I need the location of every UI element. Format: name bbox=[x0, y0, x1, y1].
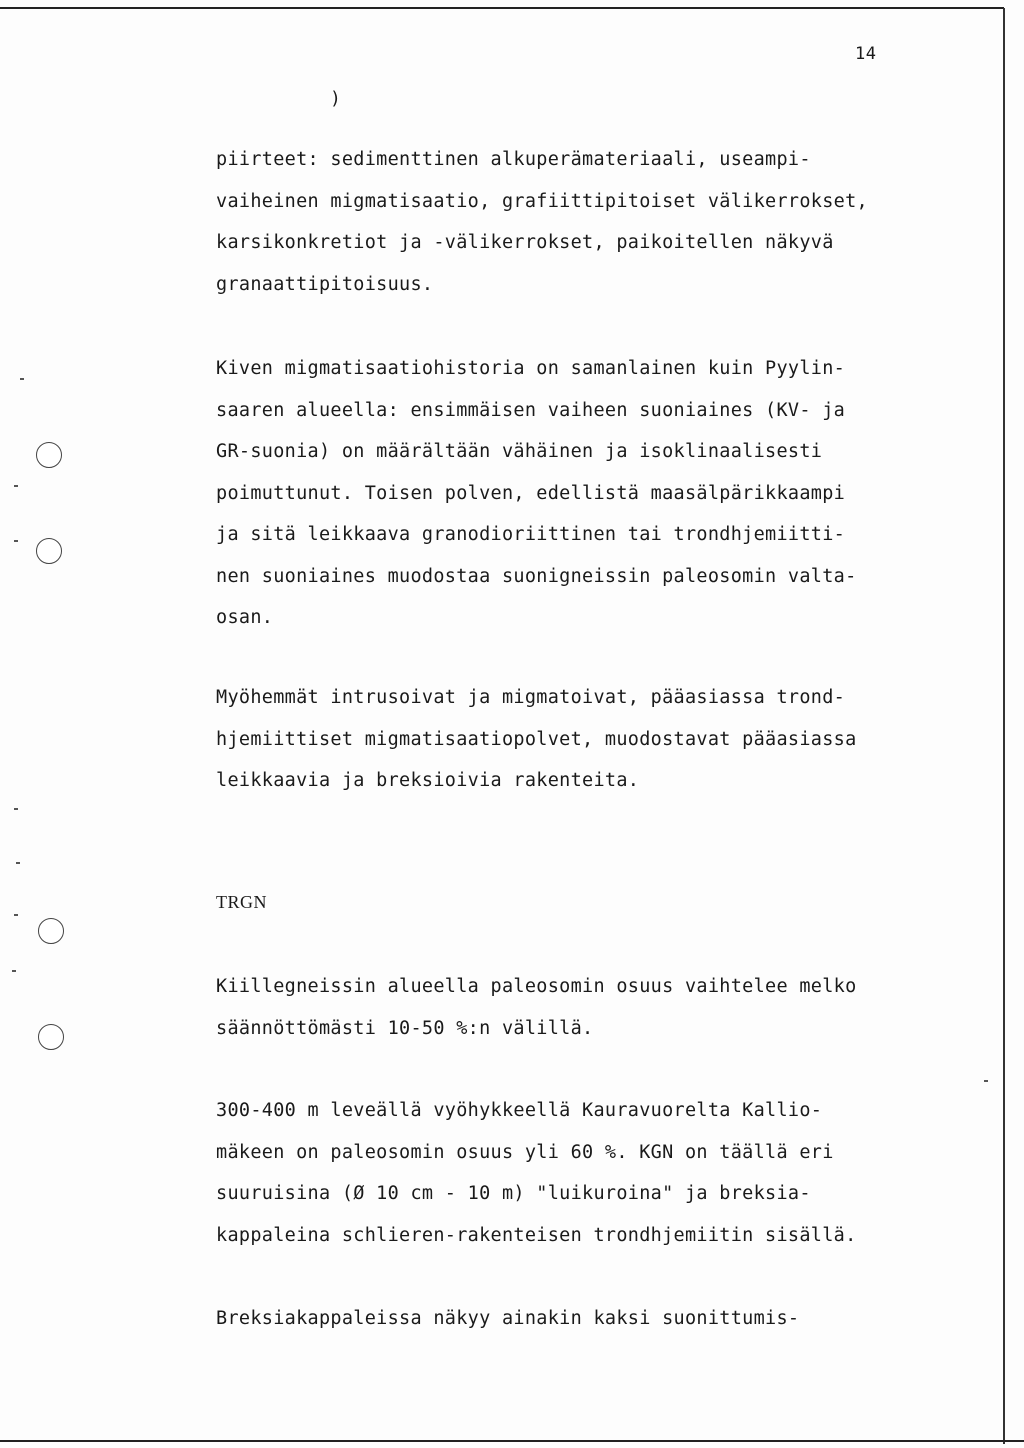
stray-mark: ) bbox=[330, 88, 341, 109]
paragraph-3 bbox=[216, 677, 936, 802]
paragraph-2 bbox=[216, 348, 936, 639]
punch-hole bbox=[36, 538, 62, 564]
punch-hole bbox=[38, 1024, 64, 1050]
page-number: 14 bbox=[855, 44, 877, 64]
scan-speck bbox=[984, 1080, 988, 1082]
scan-speck bbox=[14, 808, 18, 810]
text-line: nen suoniaines muodostaa suonigneissin paleosomin valta- bbox=[216, 565, 857, 587]
text-line: vaiheinen migmatisaatio, grafiittipitoiset välikerrokset, bbox=[216, 190, 868, 212]
text-line: leikkaavia ja breksioivia rakenteita. bbox=[216, 770, 640, 791]
text-line: hjemiittiset migmatisaatiopolvet, muodostavat pääasiassa bbox=[216, 728, 857, 750]
scan-edge-bottom bbox=[0, 1440, 1024, 1442]
text-line: poimuttunut. Toisen polven, edellistä maasälpärikkaampi bbox=[216, 482, 846, 504]
text-line: kappaleina schlieren-rakenteisen trondhjemiitin sisällä. bbox=[216, 1224, 857, 1246]
scan-edge-right bbox=[1003, 8, 1005, 1444]
text-line: 300-400 m leveällä vyöhykkeellä Kauravuorelta Kallio- bbox=[216, 1100, 823, 1121]
punch-hole bbox=[38, 918, 64, 944]
scan-edge-top bbox=[0, 7, 1004, 9]
text-line: Kiillegneissin alueella paleosomin osuus vaihtelee melko bbox=[216, 976, 857, 997]
scan-speck bbox=[16, 862, 20, 864]
text-line: karsikonkretiot ja -välikerrokset, paikoitellen näkyvä bbox=[216, 232, 834, 253]
text-line: granaattipitoisuus. bbox=[216, 273, 434, 295]
text-line: ja sitä leikkaava granodioriittinen tai trondhjemiitti- bbox=[216, 524, 846, 545]
section-heading: TRGN bbox=[216, 892, 267, 912]
text-line: saaren alueella: ensimmäisen vaiheen suoniaines (KV- ja bbox=[216, 399, 846, 421]
text-line: Kiven migmatisaatiohistoria on samanlainen kuin Pyylin- bbox=[216, 358, 846, 379]
text-line: säännöttömästi 10-50 %:n välillä. bbox=[216, 1017, 594, 1039]
punch-hole bbox=[36, 442, 62, 468]
scan-speck bbox=[20, 378, 24, 380]
paragraph-4 bbox=[216, 966, 936, 1049]
text-line: piirteet: sedimenttinen alkuperämateriaali, useampi- bbox=[216, 149, 811, 170]
text-line: Myöhemmät intrusoivat ja migmatoivat, pääasiassa trond- bbox=[216, 687, 846, 708]
text-line: Breksiakappaleissa näkyy ainakin kaksi suonittumis- bbox=[216, 1308, 800, 1329]
text-line: osan. bbox=[216, 607, 274, 628]
scan-speck bbox=[14, 485, 18, 487]
paragraph-1 bbox=[216, 139, 936, 305]
paragraph-5 bbox=[216, 1090, 936, 1256]
paragraph-6 bbox=[216, 1298, 936, 1340]
scan-speck bbox=[14, 914, 18, 916]
scan-speck bbox=[14, 540, 18, 542]
text-line: GR-suonia) on määrältään vähäinen ja isoklinaalisesti bbox=[216, 441, 823, 462]
text-line: suuruisina (Ø 10 cm - 10 m) "luikuroina" ja breksia- bbox=[216, 1183, 811, 1204]
text-line: mäkeen on paleosomin osuus yli 60 %. KGN on täällä eri bbox=[216, 1141, 834, 1163]
scan-speck bbox=[12, 970, 16, 972]
